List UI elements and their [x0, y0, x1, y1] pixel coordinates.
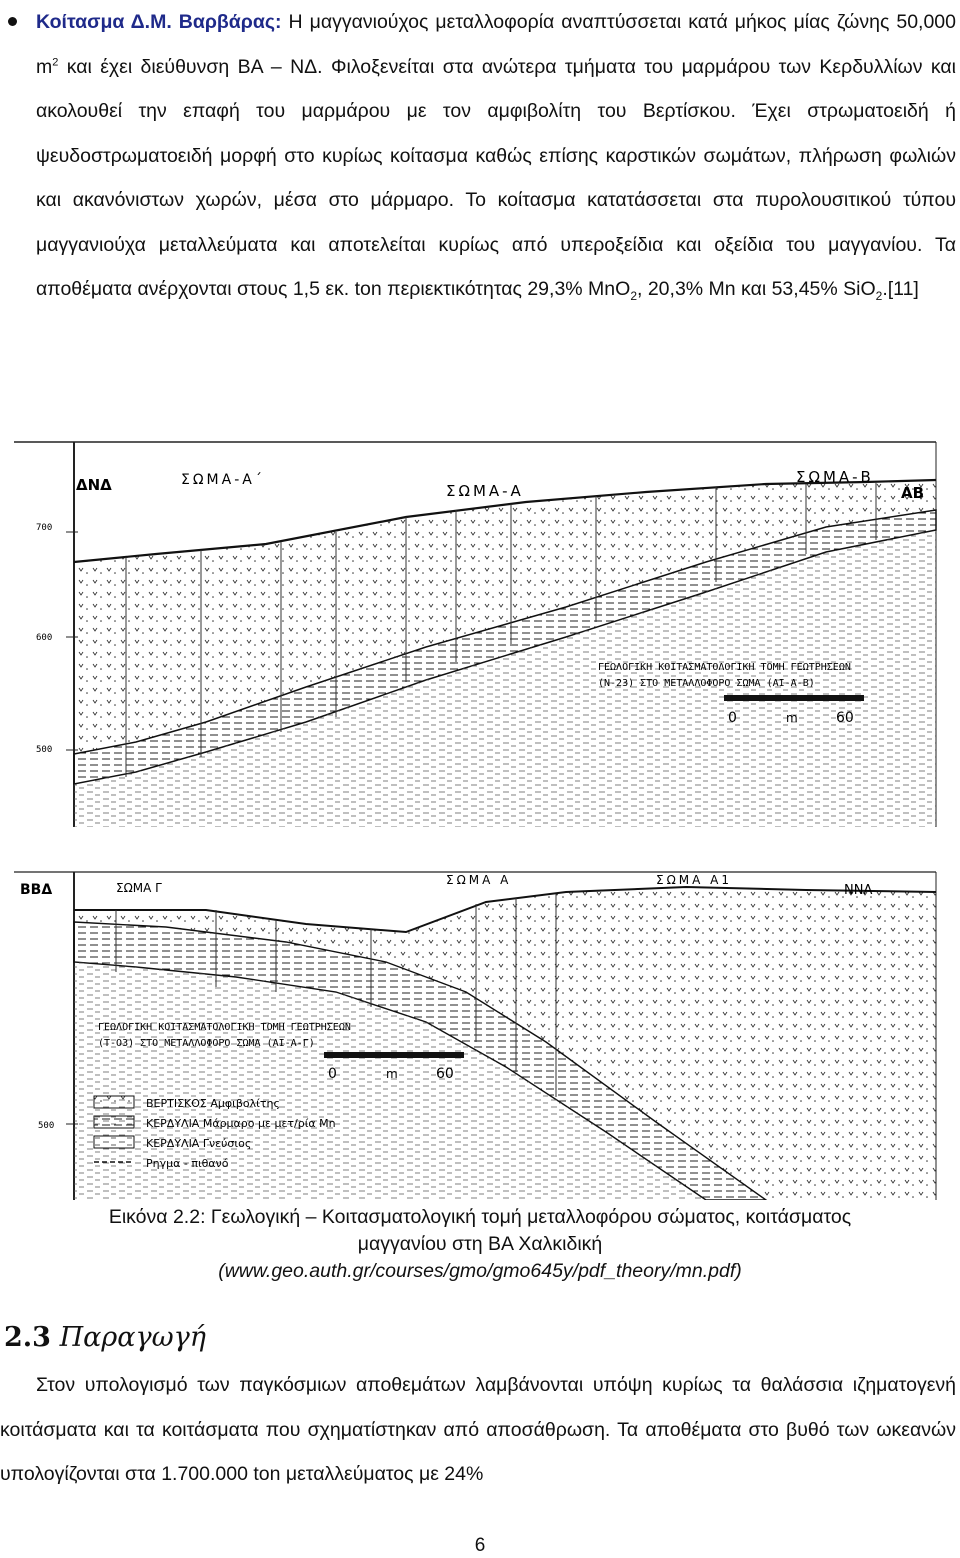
bottom-body-label-1: ΣΩΜΑ Γ [116, 881, 162, 895]
paragraph-text-a: Η μαγγανιούχος μεταλλοφορία αναπτύσσεται κατά μήκος μίας ζώνης 50,000 m [36, 11, 956, 78]
section-heading [4, 1322, 206, 1353]
paragraph-text-b: και έχει διεύθυνση ΒΑ – ΝΔ. Φιλοξενείται στα ανώτερα τμήματα του μαρμάρου των Κερδυλλίων και ακολουθεί την επαφή του μαρμάρου με τον αμφιβολίτη του Βερτίσκου. Έχει στρωματοειδή ή ψευδοστρωματοειδή μορφή στο κυρίως κοίτασμα καθώς επίσης καρστικών σωμάτων, πλήρωση φωλιών και ακανόνιστων χωρών, μέσα στο μάρμαρο. Το κοίτασμα κατατάσσεται στα πυρολουσιτικού τύπου μαγγανιούχα μεταλλεύματα και αποτελείται κυρίως από υπεροξείδια και οξείδια του μαγγανίου. Τα αποθέματα ανέρχονται στους 1,5 εκ. ton περιεκτικότητας 29,3% MnO [36, 55, 956, 300]
bottom-scale-unit: m [386, 1067, 398, 1081]
section-number: 2.3 [4, 1322, 51, 1353]
elevation-label-700: 700 [36, 523, 53, 533]
bottom-body-label-3: ΣΩΜΑ Α1 [656, 873, 732, 887]
section-title: Παραγωγή [59, 1322, 206, 1353]
bottom-scale-bar [324, 1052, 464, 1058]
bottom-scale-60: 60 [436, 1066, 454, 1082]
geological-figure [6, 432, 945, 1200]
subscript-mno2: 2 [630, 288, 637, 303]
bottom-scale-0: 0 [328, 1066, 337, 1082]
figure-caption [0, 1204, 960, 1285]
top-body-label-1: ΣΩΜΑ-Α΄ [181, 472, 265, 488]
top-body-label-2: ΣΩΜΑ-Α [446, 482, 524, 500]
page-number: 6 [474, 1535, 486, 1556]
top-scale-bar [724, 695, 864, 701]
superscript: 2 [52, 56, 59, 68]
bottom-section-title-1: ΓΕΩΛΟΓΙΚΗ ΚΟΙΤΑΣΜΑΤΟΛΟΓΙΚΗ ΤΟΜΗ ΓΕΩΤΡΗΣΕΩΝ [98, 1022, 351, 1033]
elevation-label-600: 600 [36, 633, 53, 643]
legend-item-3: ΚΕΡΔΥΛΙΑ Γνεύσιος [146, 1137, 252, 1150]
top-section-title-1: ΓΕΩΛΟΓΙΚΗ ΚΟΙΤΑΣΜΑΤΟΛΟΓΙΚΗ ΤΟΜΗ ΓΕΩΤΡΗΣΕΩΝ [598, 662, 851, 673]
top-cross-section [14, 442, 936, 827]
legend-item-2: ΚΕΡΔΥΛΙΑ Μάρμαρο με μετ/ρία Μn [146, 1117, 336, 1130]
legend-item-4: Ρηγμα - πιθανό [146, 1157, 229, 1170]
paragraph-text-c: , 20,3% Mn και 53,45% SiO [637, 278, 876, 300]
top-scale-0: 0 [728, 710, 737, 726]
paragraph-text-d: .[11] [882, 278, 919, 300]
bullet-paragraph [36, 0, 956, 312]
paragraph-lead: Κοίτασμα Δ.Μ. Βαρβάρας: [36, 11, 282, 33]
top-section-title-2: (Ν-23) ΣΤΟ ΜΕΤΑΛΛΟΦΟΡΟ ΣΩΜΑ (ΑΙ-Α-Β) [598, 678, 815, 689]
top-scale-unit: m [786, 711, 798, 725]
caption-line-1: Εικόνα 2.2: Γεωλογική – Κοιτασματολογική τομή μεταλλοφόρου σώματος, κοιτάσματος [108, 1206, 852, 1228]
bullet-dot [8, 17, 17, 26]
top-scale-60: 60 [836, 710, 854, 726]
production-paragraph: Στον υπολογισμό των παγκόσμιων αποθεμάτων λαμβάνονται υπόψη κυρίως τα θαλάσσια ιζηματογενή κοιτάσματα και τα κοιτάσματα που σχηματίστηκαν από αποσάθρωση. Τα αποθέματα στο βυθό των ωκεανών υπολογίζονται στα 1.700.000 ton μεταλλεύματος με 24% [0, 1374, 956, 1485]
bottom-label-left: ΒΒΔ [20, 882, 53, 898]
top-label-right: ΑΒ [901, 484, 925, 502]
bottom-label-right: ΝΝΑ [844, 883, 873, 898]
bottom-body-label-2: ΣΩΜΑ Α [446, 873, 512, 887]
top-label-left: ΔΝΔ [76, 476, 112, 494]
caption-source-link[interactable]: (www.geo.auth.gr/courses/gmo/gmo645y/pdf_theory/mn.pdf) [218, 1260, 742, 1282]
elevation-label-500: 500 [36, 745, 53, 755]
top-body-label-3: ΣΩΜΑ-Β [796, 468, 874, 486]
caption-line-2: μαγγανίου στη ΒΑ Χαλκιδική [357, 1233, 603, 1255]
legend-item-1: ΒΕΡΤΙΣΚΟΣ Αμφιβολίτης [146, 1097, 280, 1110]
elevation-label-bottom-500: 500 [38, 1121, 55, 1131]
cross-section-drawing [6, 432, 945, 1200]
subscript-sio2: 2 [875, 288, 883, 303]
bottom-section-title-2: (Τ-Ο3) ΣΤΟ ΜΕΤΑΛΛΟΦΟΡΟ ΣΩΜΑ (ΑΙ-Α-Γ) [98, 1038, 315, 1049]
bottom-cross-section [14, 872, 936, 1200]
